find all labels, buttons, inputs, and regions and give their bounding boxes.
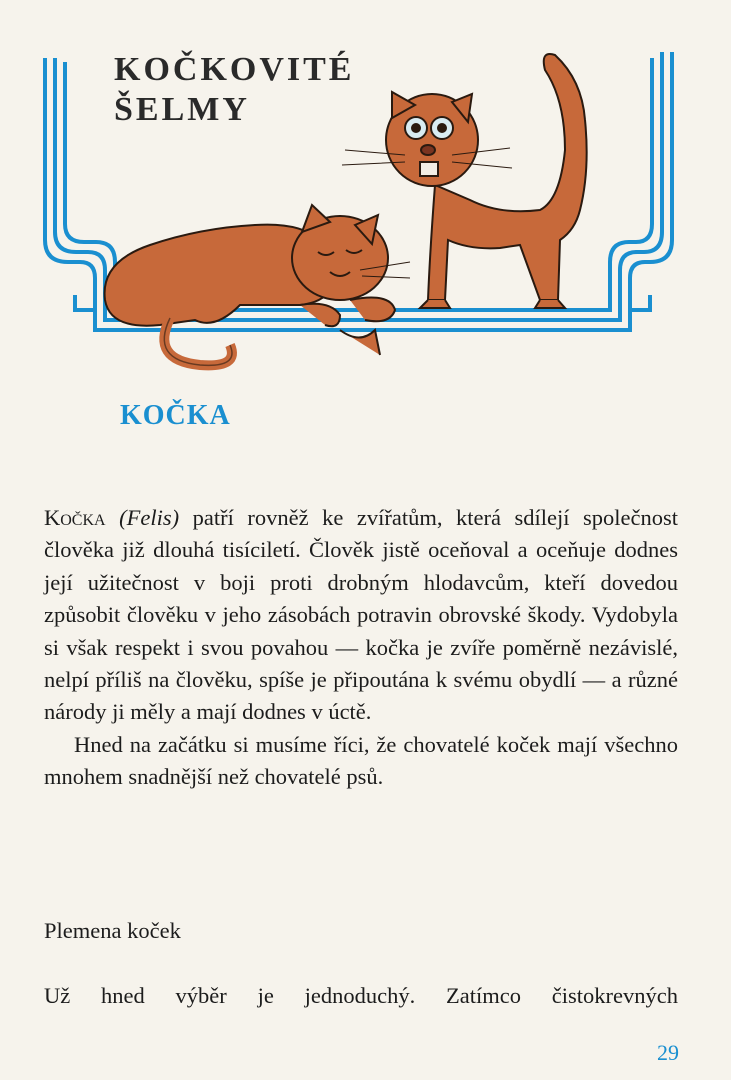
paragraph-2: Hned na začátku si musíme říci, že chovatelé koček mají všechno mnohem snadnější než chovatelé psů. <box>44 731 678 790</box>
subsection-heading: Plemena koček <box>44 918 181 943</box>
chapter-title <box>114 50 354 130</box>
lead-word: Kočka <box>44 505 106 530</box>
paragraph-1 <box>44 502 678 729</box>
page-number: 29 <box>657 1040 679 1065</box>
section-heading: KOČKA <box>120 400 231 431</box>
sleeping-cat <box>105 205 410 365</box>
body-text <box>44 502 678 794</box>
paragraph-1-text: patří rovněž ke zvířatům, která sdílejí společnost člověka již dlouhá tisíciletí. Člověk jistě oceňoval a oceňuje dodnes její užitečnost v boji proti drobným hlodavcům, kteří dovedou způsobit člověku v jeho zásobách potravin obrovské škody. Vydobyla si však respekt i svou povahou — kočka je zvíře poměrně nezávislé, nelpí příliš na člověku, spíše je připoutána k svému obydlí — a různé národy ji měly a mají dodnes v úctě. <box>44 505 679 725</box>
chapter-title-line2: ŠELMY <box>114 91 250 128</box>
cats-illustration <box>0 0 731 400</box>
latin-name: (Felis) <box>119 505 180 530</box>
paragraph-3-start: Už hned výběr je jednoduchý. Zatímco čistokrevných <box>44 983 678 1008</box>
chapter-title-line1: KOČKOVITÉ <box>114 51 355 88</box>
